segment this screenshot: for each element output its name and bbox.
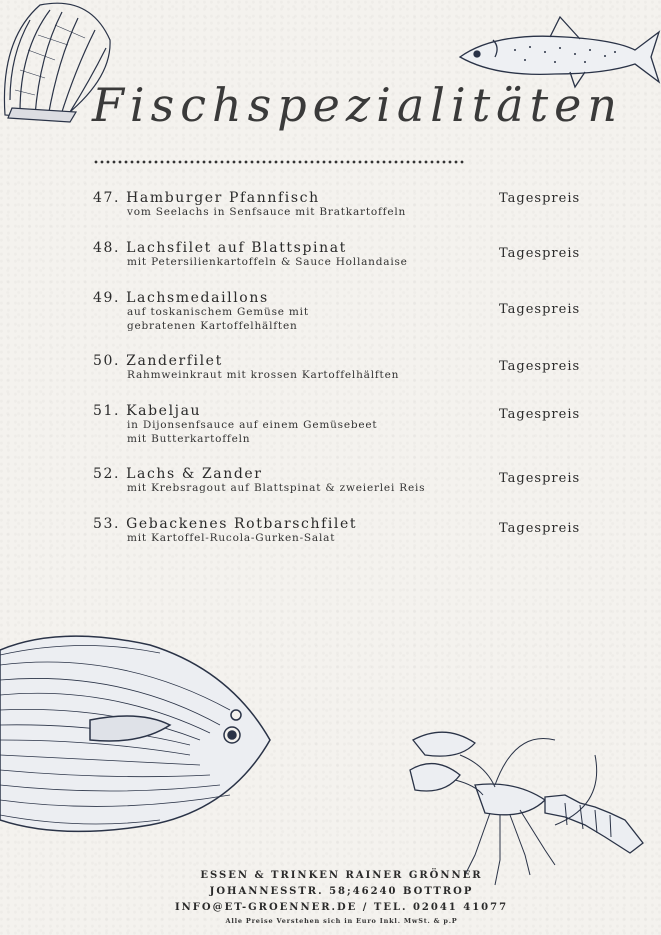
- item-description: in Dijonsenfsauce auf einem Gemüsebeet: [127, 419, 378, 431]
- item-price: Tagespreis: [499, 302, 581, 317]
- item-name: 53. Gebackenes Rotbarschfilet: [93, 516, 358, 532]
- page-title: Fischspezialitäten: [92, 78, 623, 132]
- menu-item: [93, 290, 593, 333]
- footer: [0, 868, 661, 926]
- item-description: mit Kartoffel-Rucola-Gurken-Salat: [127, 532, 336, 544]
- menu-item: [93, 353, 593, 383]
- item-name: 48. Lachsfilet auf Blattspinat: [93, 240, 347, 256]
- menu-item: [93, 403, 593, 446]
- item-description: gebratenen Kartoffelhälften: [127, 319, 298, 332]
- item-price: Tagespreis: [499, 191, 581, 206]
- item-name: 52. Lachs & Zander: [93, 466, 263, 482]
- menu-item: [93, 240, 593, 270]
- item-price: Tagespreis: [499, 407, 581, 422]
- footer-address: JOHANNESSTR. 58;46240 BOTTROP: [209, 886, 474, 897]
- item-name: 47. Hamburger Pfannfisch: [93, 190, 320, 206]
- item-name: 51. Kabeljau: [93, 403, 202, 419]
- item-description: vom Seelachs in Senfsauce mit Bratkartoffeln: [127, 206, 407, 218]
- item-name: 49. Lachsmedaillons: [93, 290, 269, 306]
- item-name: 50. Zanderfilet: [93, 353, 223, 369]
- dotted-divider: [93, 160, 465, 164]
- item-description: Rahmweinkraut mit krossen Kartoffelhälften: [127, 369, 400, 381]
- item-price: Tagespreis: [499, 521, 581, 536]
- menu-item: [93, 190, 593, 220]
- footer-price-note: Alle Preise Verstehen sich in Euro Inkl. MwSt. & p.P: [225, 917, 458, 925]
- flounder-illustration: [0, 625, 280, 840]
- item-description: mit Butterkartoffeln: [127, 432, 251, 445]
- menu-item: [93, 466, 593, 496]
- item-description: mit Petersilienkartoffeln & Sauce Hollandaise: [127, 256, 408, 268]
- item-price: Tagespreis: [499, 246, 581, 261]
- menu-item: [93, 516, 593, 546]
- item-price: Tagespreis: [499, 359, 581, 374]
- item-description: mit Krebsragout auf Blattspinat & zweierlei Reis: [127, 482, 426, 494]
- footer-contact: INFO@ET-GROENNER.DE / TEL. 02041 41077: [174, 902, 509, 913]
- item-description: auf toskanischem Gemüse mit: [127, 306, 309, 318]
- item-price: Tagespreis: [499, 471, 581, 486]
- footer-business-name: ESSEN & TRINKEN RAINER GRÖNNER: [200, 870, 483, 881]
